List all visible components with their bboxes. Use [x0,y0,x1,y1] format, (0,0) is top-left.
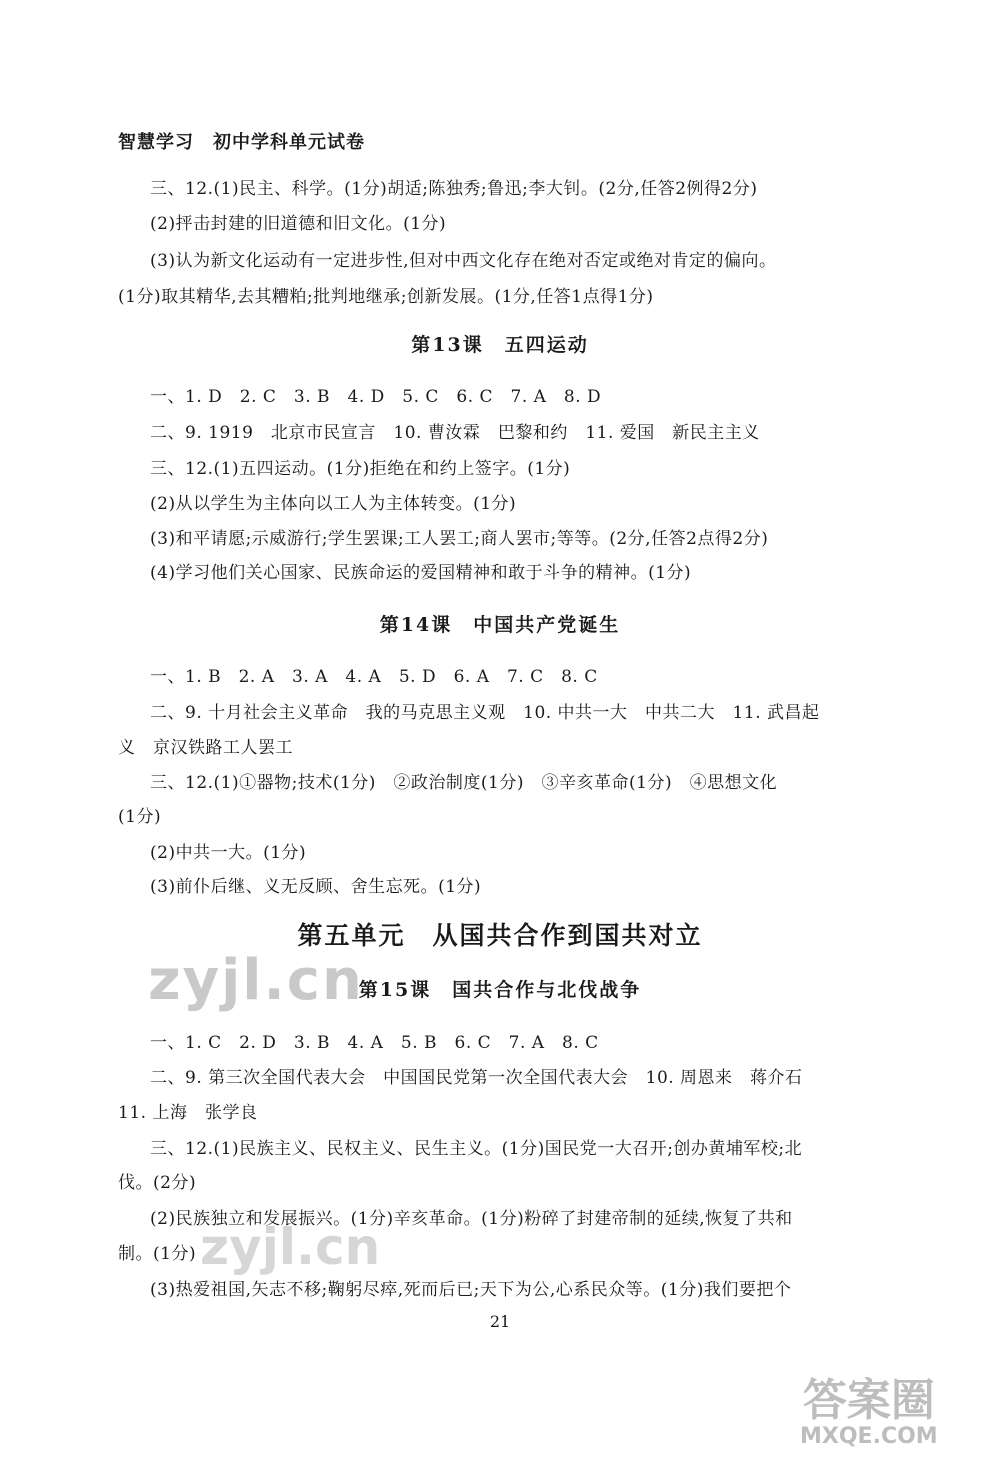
answer-line: (3)热爱祖国,矢志不移;鞠躬尽瘁,死而后已;天下为公,心系民众等。(1分)我们要把个 [150,1280,792,1300]
lesson-title: 第15课 国共合作与北伐战争 [358,979,642,1001]
answer-line: (2)中共一大。(1分) [150,843,307,863]
answer-line: 一、1. B 2. A 3. A 4. A 5. D 6. A 7. C 8. C [150,667,598,687]
answer-line: 一、1. C 2. D 3. B 4. A 5. B 6. C 7. A 8. C [150,1033,599,1053]
answer-line: (2)从以学生为主体向以工人为主体转变。(1分) [150,494,517,514]
answer-line: 义 京汉铁路工人罢工 [118,738,293,758]
answer-line: 三、12.(1)五四运动。(1分)拒绝在和约上签字。(1分) [150,459,571,479]
answer-line: (3)和平请愿;示威游行;学生罢课;工人罢工;商人罢市;等等。(2分,任答2点得2分) [150,529,769,549]
answer-line: 三、12.(1)民主、科学。(1分)胡适;陈独秀;鲁迅;李大钊。(2分,任答2例得2分) [150,179,758,199]
answer-line: 三、12.(1)①器物;技术(1分) ②政治制度(1分) ③辛亥革命(1分) ④思想文化 [150,773,778,793]
lesson-title: 第14课 中国共产党诞生 [379,614,621,636]
answer-line: 伐。(2分) [118,1173,197,1193]
answer-line: (1分) [118,807,162,827]
answer-line: (3)认为新文化运动有一定进步性,但对中西文化存在绝对否定或绝对肯定的偏向。 [150,251,777,271]
unit-title: 第五单元 从国共合作到国共对立 [297,921,703,950]
answer-line: 二、9. 第三次全国代表大会 中国国民党第一次全国代表大会 10. 周恩来 蒋介石 [150,1068,803,1088]
answer-line: 制。(1分) [118,1244,197,1264]
answer-line: (2)抨击封建的旧道德和旧文化。(1分) [150,214,447,234]
answer-line: (3)前仆后继、义无反顾、舍生忘死。(1分) [150,877,482,897]
watermark-zyjl: zyjl.cn [148,948,364,1013]
watermark-mxqe-url: MXQE.COM [800,1424,938,1449]
answer-line: (4)学习他们关心国家、民族命运的爱国精神和敢于斗争的精神。(1分) [150,563,692,583]
answer-line: (1分)取其精华,去其糟粕;批判地继承;创新发展。(1分,任答1点得1分) [118,287,654,307]
answer-line: (2)民族独立和发展振兴。(1分)辛亥革命。(1分)粉碎了封建帝制的延续,恢复了共和 [150,1209,793,1229]
watermark-mxqe [800,1375,938,1449]
page-number: 21 [489,1312,511,1331]
answer-line: 三、12.(1)民族主义、民权主义、民生主义。(1分)国民党一大召开;创办黄埔军校;北 [150,1139,803,1159]
answer-line: 一、1. D 2. C 3. B 4. D 5. C 6. C 7. A 8. D [150,387,602,407]
lesson-title: 第13课 五四运动 [411,334,589,356]
watermark-zyjl: zyjl.cn [200,1218,381,1276]
answer-line: 11. 上海 张学良 [118,1103,258,1123]
watermark-mxqe-logo: 答案圈 [802,1375,935,1426]
page-header: 智慧学习 初中学科单元试卷 [118,132,365,153]
answer-line: 二、9. 1919 北京市民宣言 10. 曹汝霖 巴黎和约 11. 爱国 新民主主义 [150,423,760,443]
answer-line: 二、9. 十月社会主义革命 我的马克思主义观 10. 中共一大 中共二大 11. 武昌起 [150,703,820,723]
